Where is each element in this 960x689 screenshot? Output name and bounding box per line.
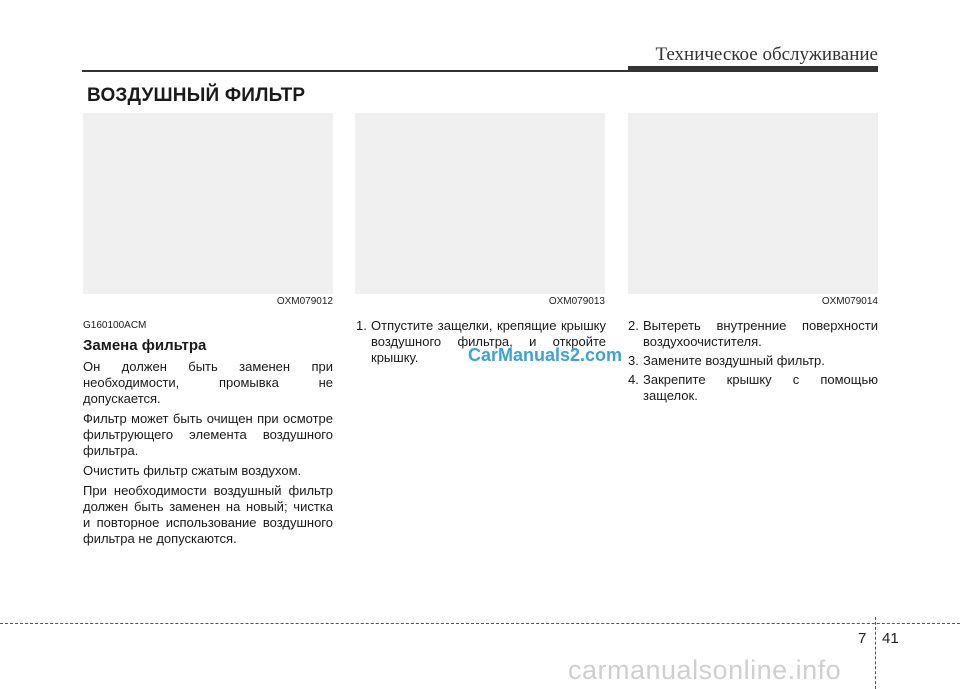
figure-image-1 <box>83 113 333 307</box>
footer-divider-vertical <box>875 617 876 689</box>
step-number: 2. <box>628 318 639 333</box>
step-item <box>628 353 878 369</box>
section-title: ВОЗДУШНЫЙ ФИЛЬТР <box>87 85 306 106</box>
figure-image-3 <box>628 113 878 307</box>
paragraph: Очистить фильтр сжатым воздухом. <box>83 463 302 478</box>
step-text: Замените воздушный фильтр. <box>643 353 825 368</box>
paragraph: При необходимости воздушный фильтр должен быть заменен на новый; чистка и повторное использование воздушного фильтра не допускаются. <box>83 483 333 546</box>
footer-divider <box>0 623 960 624</box>
figure-caption: OXM079014 <box>821 296 878 307</box>
chapter-number: 7 <box>858 630 867 647</box>
chapter-title: Техническое обслуживание <box>655 44 878 65</box>
paragraph: Он должен быть заменен при необходимости, промывка не допускается. <box>83 359 333 406</box>
header-rule <box>82 70 628 72</box>
figure-image-2 <box>355 113 605 307</box>
figure-caption: OXM079013 <box>548 296 605 307</box>
step-text: Вытереть внутренние поверхности воздухоочистителя. <box>643 318 878 349</box>
page-number: 41 <box>882 630 899 647</box>
step-number: 4. <box>628 372 639 387</box>
step-item <box>628 372 878 404</box>
text-column-1 <box>83 318 333 551</box>
step-text: Закрепите крышку с помощью защелок. <box>643 372 878 403</box>
step-item <box>628 318 878 350</box>
subheading: Замена фильтра <box>83 337 207 354</box>
site-watermark: carmanualsonline.info <box>568 655 842 685</box>
text-column-3 <box>628 318 878 407</box>
step-number: 1. <box>356 318 367 333</box>
paragraph: Фильтр может быть очищен при осмотре фильтрующего элемента воздушного фильтра. <box>83 411 333 458</box>
step-number: 3. <box>628 353 639 368</box>
header-rule-thick <box>628 66 878 72</box>
figure-caption: OXM079012 <box>276 296 333 307</box>
step-text: Отпустите защелки, крепящие крышку воздушного фильтра, и откройте крышку. <box>371 318 606 365</box>
document-code: G160100ACM <box>83 320 147 331</box>
watermark: CarManuals2.com <box>468 345 623 365</box>
